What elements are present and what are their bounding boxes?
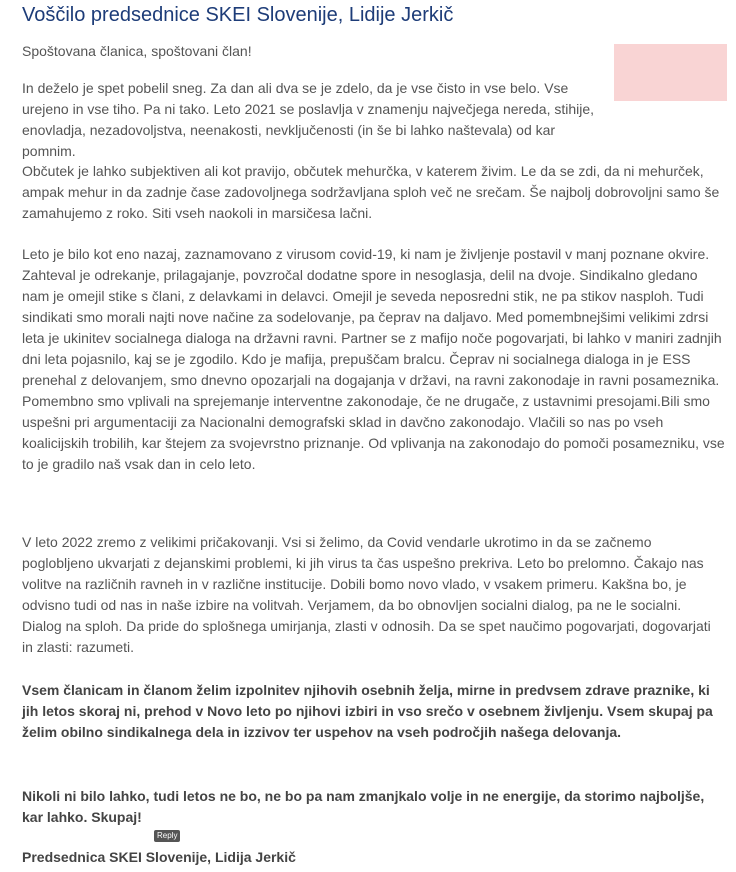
greeting: Spoštovana članica, spoštovani član! [22, 43, 252, 59]
paragraph-4: V leto 2022 zremo z velikimi pričakovanji. Vsi si želimo, da Covid vendarle ukrotimo in da se začnemo poglobljeno ukvarjati z dejanskimi problemi, ki jih virus ta čas uspešno prekriva. Leto bo prelomno. Čakajo nas volitve na različnih ravneh in v različne institucije. Dobili bomo novo vlado, v vsakem primeru. Kakšna bo, je odvisno tudi od nas in naše izbire na volitvah. Verjamem, da bo obnovljen socialni dialog, pa ne le socialni. Dialog na sploh. Da pride do splošnega umirjanja, zlasti v odnosih. Da se spet naučimo pogovarjati, dogovarjati in zlasti: razumeti. [22, 534, 711, 655]
page-title: Voščilo predsednice SKEI Slovenije, Lidije Jerkič [22, 4, 454, 26]
signature: Predsednica SKEI Slovenije, Lidija Jerkič [22, 849, 296, 865]
paragraph-2: Občutek je lahko subjektiven ali kot pravijo, občutek mehurčka, v katerem živim. Le da se zdi, da ni mehurček, ampak mehur in da zadnje čase zadovoljnega sodržavljana sploh več ne srečam. Še najbolj dobrovoljni samo še zamahujemo z roko. Siti vseh naokoli in marsičesa lačni. [22, 163, 720, 221]
image-placeholder [614, 44, 727, 101]
closing-paragraph: Nikoli ni bilo lahko, tudi letos ne bo, ne bo pa nam zmanjkalo volje in ne energije, da storimo najboljše, kar lahko. Skupaj! [22, 788, 705, 825]
paragraph-1: In deželo je spet pobelil sneg. Za dan ali dva se je zdelo, da je vse čisto in vse belo. Vse urejeno in vse tiho. Pa ni tako. Leto 2021 se poslavlja v znamenju največjega nereda, stihije, enovladja, nezadovoljstva, neenakosti, nevključenosti (in še bi lahko naštevala) od kar pomnim. [22, 80, 595, 159]
paragraph-3: Leto je bilo kot eno nazaj, zaznamovano z virusom covid-19, ki nam je življenje postavil v manj poznane okvire. Zahteval je odrekanje, prilagajanje, povzročal dodatne spore in nesoglasja, delil na dvoje. Sindikalno gledano nam je omejil stike s člani, z delavkami in delavci. Omejil je seveda neposredni stik, ne pa stikov nasploh. Tudi sindikati smo morali najti nove načine za sodelovanje, pa čeprav na daljavo. Med pomembnejšimi velikimi zdrsi leta je ukinitev socialnega dialoga na državni ravni. Partner se z mafijo noče pogovarjati, bi lahko v maniri zadnjih dni leta pojasnilo, kaj se je zgodilo. Kdo je mafija, prepuščam bralcu. Čeprav ni socialnega dialoga in je ESS prenehal z delovanjem, smo dnevno opozarjali na dogajanja v državi, na ravni zakonodaje in ravni posameznika. Pomembno smo vplivali na sprejemanje interventne zakonodaje, če ne drugače, z ustavnimi presojami.Bili smo uspešni pri argumentaciji za Nacionalni demografski sklad in davčno zakonodajo. Vlačili so nas po vseh koalicijskih trobilih, kar štejem za svojevrstno priznanje. Od vplivanja na zakonodajo do pomoči posamezniku, vse to je gradilo naš vsak dan in celo leto. [22, 246, 725, 472]
reply-button[interactable]: Reply [154, 830, 180, 842]
wishes-paragraph: Vsem članicam in članom želim izpolnitev njihovih osebnih želja, mirne in predvsem zdrave praznike, ki jih letos skoraj ni, prehod v Novo leto po njihovi izbiri in vso srečo v osebnem življenju. Vsem skupaj pa želim obilno sindikalnega dela in izzivov ter uspehov na vseh področjih našega delovanja. [22, 682, 713, 740]
